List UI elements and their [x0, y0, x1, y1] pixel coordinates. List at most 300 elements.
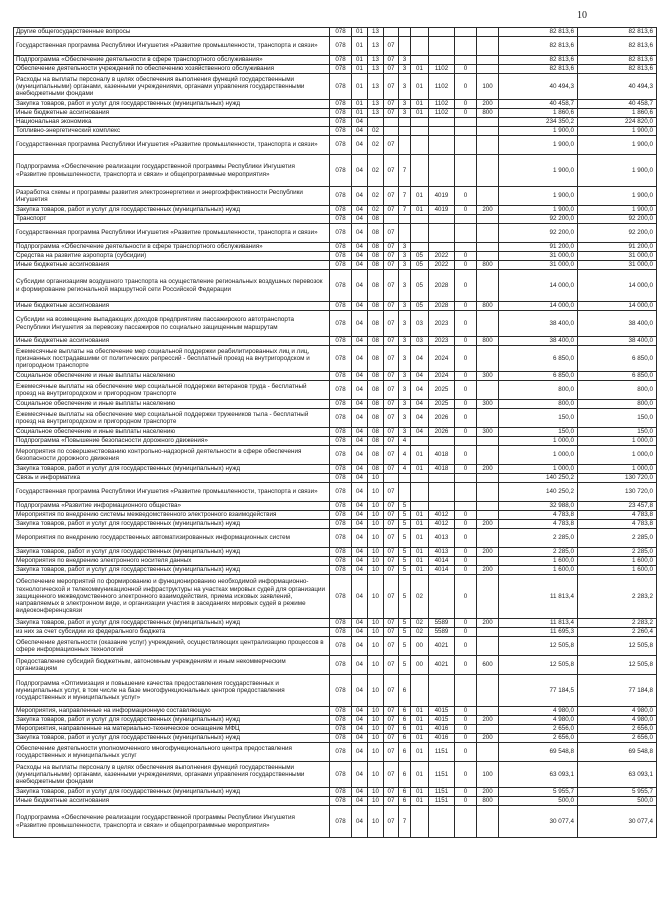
program-code-cell: 07 [384, 743, 399, 762]
program-code-cell: 07 [384, 797, 399, 806]
amount-year-1-cell: 234 350,2 [499, 118, 578, 127]
ministry-code-cell: 078 [330, 428, 352, 437]
zero-code-cell: 0 [455, 100, 477, 109]
section-code-cell: 04 [352, 311, 368, 337]
zero-code-cell [455, 675, 477, 707]
subsection-code-cell: 08 [368, 372, 384, 381]
zero-code-cell: 0 [455, 346, 477, 372]
subsection-code-cell: 02 [368, 155, 384, 187]
program-code-cell: 07 [384, 206, 399, 215]
subsection-code-cell: 10 [368, 725, 384, 734]
measure-code-cell: 01 [411, 734, 429, 743]
subprogram-code-cell: 5 [399, 511, 411, 520]
amount-year-1-cell: 77 184,5 [499, 675, 578, 707]
amount-year-2-cell: 82 813,6 [578, 28, 657, 37]
table-row [14, 520, 657, 529]
table-row [14, 56, 657, 65]
table-row [14, 734, 657, 743]
item-name-cell: Подпрограмма «Обеспечение деятельности в сфере транспортного обслуживания» [14, 243, 330, 252]
ministry-code-cell: 078 [330, 628, 352, 637]
amount-year-2-cell: 1 900,0 [578, 136, 657, 155]
amount-year-1-cell: 31 000,0 [499, 252, 578, 261]
program-code-cell: 07 [384, 224, 399, 243]
expense-type-code-cell: 800 [477, 797, 499, 806]
section-code-cell: 04 [352, 675, 368, 707]
ministry-code-cell: 078 [330, 548, 352, 557]
amount-year-2-cell: 92 200,0 [578, 215, 657, 224]
subprogram-code-cell: 3 [399, 409, 411, 428]
section-code-cell: 01 [352, 56, 368, 65]
measure-code-cell: 04 [411, 381, 429, 400]
table-row [14, 566, 657, 575]
measure-code-cell: 01 [411, 557, 429, 566]
amount-year-2-cell: 6 850,0 [578, 372, 657, 381]
program-code-cell: 07 [384, 557, 399, 566]
subsection-code-cell: 10 [368, 548, 384, 557]
amount-year-1-cell: 6 850,0 [499, 346, 578, 372]
amount-year-2-cell: 800,0 [578, 400, 657, 409]
direction-code-cell [429, 502, 455, 511]
amount-year-2-cell: 4 783,8 [578, 511, 657, 520]
measure-code-cell [411, 243, 429, 252]
amount-year-1-cell: 1 000,0 [499, 437, 578, 446]
subsection-code-cell: 13 [368, 37, 384, 56]
subprogram-code-cell: 3 [399, 252, 411, 261]
program-code-cell: 07 [384, 788, 399, 797]
measure-code-cell: 01 [411, 206, 429, 215]
subsection-code-cell: 08 [368, 381, 384, 400]
zero-code-cell: 0 [455, 575, 477, 619]
subprogram-code-cell: 3 [399, 74, 411, 100]
zero-code-cell [455, 155, 477, 187]
amount-year-1-cell: 38 400,0 [499, 337, 578, 346]
expense-type-code-cell [477, 56, 499, 65]
measure-code-cell [411, 127, 429, 136]
zero-code-cell: 0 [455, 797, 477, 806]
direction-code-cell: 2025 [429, 400, 455, 409]
expense-type-code-cell [477, 136, 499, 155]
zero-code-cell [455, 502, 477, 511]
expense-type-code-cell: 200 [477, 465, 499, 474]
amount-year-2-cell: 224 820,0 [578, 118, 657, 127]
section-code-cell: 04 [352, 806, 368, 838]
table-row [14, 788, 657, 797]
item-name-cell: Закупка товаров, работ и услуг для государственных (муниципальных) нужд [14, 734, 330, 743]
table-row [14, 511, 657, 520]
subprogram-code-cell: 3 [399, 100, 411, 109]
ministry-code-cell: 078 [330, 381, 352, 400]
direction-code-cell [429, 118, 455, 127]
program-code-cell: 07 [384, 437, 399, 446]
section-code-cell: 04 [352, 502, 368, 511]
program-code-cell: 07 [384, 619, 399, 628]
measure-code-cell: 02 [411, 575, 429, 619]
program-code-cell: 07 [384, 65, 399, 74]
zero-code-cell: 0 [455, 725, 477, 734]
zero-code-cell: 0 [455, 707, 477, 716]
subprogram-code-cell: 6 [399, 797, 411, 806]
ministry-code-cell: 078 [330, 575, 352, 619]
table-row [14, 619, 657, 628]
ministry-code-cell: 078 [330, 224, 352, 243]
expense-type-code-cell [477, 37, 499, 56]
table-row [14, 557, 657, 566]
zero-code-cell: 0 [455, 465, 477, 474]
direction-code-cell: 2022 [429, 252, 455, 261]
program-code-cell: 07 [384, 187, 399, 206]
measure-code-cell [411, 806, 429, 838]
item-name-cell: Предоставление субсидий бюджетным, автономным учреждениям и иным некоммерческим организациям [14, 656, 330, 675]
expense-type-code-cell: 200 [477, 100, 499, 109]
subsection-code-cell: 10 [368, 520, 384, 529]
measure-code-cell [411, 118, 429, 127]
item-name-cell: Ежемесячные выплаты на обеспечение мер социальной поддержки ветеранов труда - бесплатный проезд на внутригородском и пригородном транспорте [14, 381, 330, 400]
subsection-code-cell: 02 [368, 187, 384, 206]
subprogram-code-cell: 6 [399, 734, 411, 743]
amount-year-2-cell: 91 200,0 [578, 243, 657, 252]
section-code-cell: 04 [352, 788, 368, 797]
amount-year-1-cell: 1 000,0 [499, 465, 578, 474]
zero-code-cell: 0 [455, 428, 477, 437]
subsection-code-cell [368, 118, 384, 127]
program-code-cell: 07 [384, 136, 399, 155]
zero-code-cell: 0 [455, 788, 477, 797]
amount-year-2-cell: 14 000,0 [578, 302, 657, 311]
zero-code-cell: 0 [455, 270, 477, 302]
subprogram-code-cell: 6 [399, 725, 411, 734]
amount-year-1-cell: 150,0 [499, 409, 578, 428]
section-code-cell: 01 [352, 28, 368, 37]
table-row [14, 100, 657, 109]
program-code-cell: 07 [384, 109, 399, 118]
subsection-code-cell: 08 [368, 437, 384, 446]
table-row [14, 302, 657, 311]
zero-code-cell [455, 37, 477, 56]
zero-code-cell: 0 [455, 400, 477, 409]
subprogram-code-cell: 6 [399, 707, 411, 716]
measure-code-cell [411, 224, 429, 243]
program-code-cell: 07 [384, 566, 399, 575]
table-row [14, 346, 657, 372]
section-code-cell: 04 [352, 446, 368, 465]
program-code-cell: 07 [384, 725, 399, 734]
measure-code-cell: 01 [411, 566, 429, 575]
amount-year-2-cell: 82 813,6 [578, 56, 657, 65]
expense-type-code-cell [477, 529, 499, 548]
table-row [14, 575, 657, 619]
expense-type-code-cell [477, 707, 499, 716]
table-row [14, 206, 657, 215]
expense-type-code-cell: 200 [477, 619, 499, 628]
direction-code-cell: 4016 [429, 725, 455, 734]
section-code-cell: 04 [352, 575, 368, 619]
zero-code-cell: 0 [455, 302, 477, 311]
amount-year-1-cell: 2 285,0 [499, 548, 578, 557]
item-name-cell: Иные бюджетные ассигнования [14, 261, 330, 270]
amount-year-2-cell: 2 285,0 [578, 548, 657, 557]
measure-code-cell [411, 136, 429, 155]
expense-type-code-cell [477, 437, 499, 446]
program-code-cell: 07 [384, 100, 399, 109]
item-name-cell: Транспорт [14, 215, 330, 224]
amount-year-1-cell: 4 783,8 [499, 511, 578, 520]
ministry-code-cell: 078 [330, 566, 352, 575]
table-row [14, 155, 657, 187]
section-code-cell: 04 [352, 337, 368, 346]
amount-year-2-cell: 92 200,0 [578, 224, 657, 243]
measure-code-cell: 01 [411, 716, 429, 725]
subprogram-code-cell: 5 [399, 566, 411, 575]
measure-code-cell: 01 [411, 446, 429, 465]
subprogram-code-cell: 3 [399, 261, 411, 270]
item-name-cell: Подпрограмма «Обеспечение реализации государственной программы Республики Ингушетия «Развитие промышленности, транспорта и связи» и общепрограммные мероприятия» [14, 155, 330, 187]
ministry-code-cell: 078 [330, 302, 352, 311]
expense-type-code-cell [477, 270, 499, 302]
zero-code-cell [455, 127, 477, 136]
table-row [14, 548, 657, 557]
measure-code-cell: 01 [411, 65, 429, 74]
section-code-cell: 04 [352, 206, 368, 215]
amount-year-2-cell: 82 813,6 [578, 37, 657, 56]
subprogram-code-cell: 6 [399, 743, 411, 762]
ministry-code-cell: 078 [330, 270, 352, 302]
amount-year-2-cell: 14 000,0 [578, 270, 657, 302]
table-row [14, 529, 657, 548]
subsection-code-cell: 08 [368, 243, 384, 252]
item-name-cell: Мероприятия по внедрению электронного носителя данных [14, 557, 330, 566]
subsection-code-cell: 08 [368, 346, 384, 372]
measure-code-cell: 01 [411, 707, 429, 716]
program-code-cell: 07 [384, 302, 399, 311]
direction-code-cell: 2026 [429, 428, 455, 437]
expense-type-code-cell: 200 [477, 548, 499, 557]
table-row [14, 261, 657, 270]
subsection-code-cell: 08 [368, 270, 384, 302]
item-name-cell: Разработка схемы и программы развития электроэнергетики и энергоэффективности Республики Ингушетия [14, 187, 330, 206]
subprogram-code-cell: 7 [399, 206, 411, 215]
subsection-code-cell: 10 [368, 529, 384, 548]
zero-code-cell: 0 [455, 206, 477, 215]
section-code-cell: 04 [352, 243, 368, 252]
amount-year-2-cell: 130 720,0 [578, 483, 657, 502]
measure-code-cell: 01 [411, 187, 429, 206]
amount-year-1-cell: 11 695,3 [499, 628, 578, 637]
table-row [14, 65, 657, 74]
measure-code-cell: 01 [411, 725, 429, 734]
subsection-code-cell: 08 [368, 465, 384, 474]
section-code-cell: 04 [352, 465, 368, 474]
measure-code-cell [411, 37, 429, 56]
amount-year-2-cell: 4 783,8 [578, 520, 657, 529]
expense-type-code-cell [477, 118, 499, 127]
amount-year-1-cell: 1 900,0 [499, 187, 578, 206]
ministry-code-cell: 078 [330, 155, 352, 187]
table-row [14, 465, 657, 474]
item-name-cell: Мероприятия, направленные на материально-техническое оснащение МФЦ [14, 725, 330, 734]
program-code-cell: 07 [384, 656, 399, 675]
subprogram-code-cell: 3 [399, 109, 411, 118]
amount-year-2-cell: 2 283,2 [578, 619, 657, 628]
subsection-code-cell: 13 [368, 100, 384, 109]
budget-table-body [14, 28, 657, 838]
item-name-cell: Средства на развитие аэропорта (субсидии) [14, 252, 330, 261]
amount-year-1-cell: 91 200,0 [499, 243, 578, 252]
subprogram-code-cell: 6 [399, 762, 411, 788]
zero-code-cell: 0 [455, 628, 477, 637]
zero-code-cell: 0 [455, 337, 477, 346]
section-code-cell: 04 [352, 400, 368, 409]
subsection-code-cell: 08 [368, 215, 384, 224]
subprogram-code-cell: 4 [399, 465, 411, 474]
zero-code-cell [455, 437, 477, 446]
measure-code-cell [411, 215, 429, 224]
program-code-cell: 07 [384, 806, 399, 838]
direction-code-cell: 2025 [429, 381, 455, 400]
item-name-cell: Ежемесячные выплаты на обеспечение мер социальной поддержки тружеников тыла - бесплатный проезд на внутригородском и пригородном транспорте [14, 409, 330, 428]
amount-year-1-cell: 82 813,6 [499, 28, 578, 37]
subprogram-code-cell: 5 [399, 628, 411, 637]
amount-year-2-cell: 1 000,0 [578, 446, 657, 465]
table-row [14, 483, 657, 502]
zero-code-cell [455, 243, 477, 252]
expense-type-code-cell [477, 224, 499, 243]
direction-code-cell: 1102 [429, 109, 455, 118]
subsection-code-cell: 10 [368, 628, 384, 637]
program-code-cell [384, 118, 399, 127]
table-row [14, 762, 657, 788]
subprogram-code-cell: 3 [399, 243, 411, 252]
amount-year-2-cell: 31 000,0 [578, 261, 657, 270]
ministry-code-cell: 078 [330, 252, 352, 261]
subprogram-code-cell: 7 [399, 806, 411, 838]
expense-type-code-cell [477, 127, 499, 136]
subsection-code-cell: 08 [368, 446, 384, 465]
table-row [14, 243, 657, 252]
amount-year-1-cell: 30 077,4 [499, 806, 578, 838]
subsection-code-cell: 02 [368, 127, 384, 136]
zero-code-cell: 0 [455, 311, 477, 337]
amount-year-1-cell: 4 783,8 [499, 520, 578, 529]
amount-year-1-cell: 14 000,0 [499, 270, 578, 302]
section-code-cell: 04 [352, 346, 368, 372]
direction-code-cell: 4013 [429, 548, 455, 557]
zero-code-cell: 0 [455, 762, 477, 788]
subsection-code-cell: 10 [368, 483, 384, 502]
amount-year-2-cell: 77 184,8 [578, 675, 657, 707]
expense-type-code-cell [477, 187, 499, 206]
zero-code-cell: 0 [455, 65, 477, 74]
expense-type-code-cell: 800 [477, 302, 499, 311]
expense-type-code-cell: 300 [477, 400, 499, 409]
program-code-cell: 07 [384, 409, 399, 428]
ministry-code-cell: 078 [330, 437, 352, 446]
item-name-cell: Топливно-энергетический комплекс [14, 127, 330, 136]
program-code-cell: 07 [384, 56, 399, 65]
amount-year-1-cell: 5 955,7 [499, 788, 578, 797]
direction-code-cell: 4014 [429, 557, 455, 566]
table-row [14, 187, 657, 206]
measure-code-cell: 03 [411, 311, 429, 337]
table-row [14, 37, 657, 56]
expense-type-code-cell [477, 743, 499, 762]
amount-year-1-cell: 11 813,4 [499, 575, 578, 619]
subsection-code-cell: 10 [368, 566, 384, 575]
item-name-cell: Закупка товаров, работ и услуг для государственных (муниципальных) нужд [14, 206, 330, 215]
ministry-code-cell: 078 [330, 400, 352, 409]
section-code-cell: 01 [352, 65, 368, 74]
ministry-code-cell: 078 [330, 65, 352, 74]
ministry-code-cell: 078 [330, 483, 352, 502]
amount-year-1-cell: 4 980,0 [499, 707, 578, 716]
subsection-code-cell: 10 [368, 797, 384, 806]
ministry-code-cell: 078 [330, 743, 352, 762]
amount-year-1-cell: 2 656,0 [499, 725, 578, 734]
subsection-code-cell: 10 [368, 707, 384, 716]
ministry-code-cell: 078 [330, 109, 352, 118]
measure-code-cell: 01 [411, 762, 429, 788]
zero-code-cell: 0 [455, 261, 477, 270]
expense-type-code-cell [477, 806, 499, 838]
program-code-cell: 07 [384, 716, 399, 725]
amount-year-2-cell: 30 077,4 [578, 806, 657, 838]
direction-code-cell: 4015 [429, 716, 455, 725]
section-code-cell: 04 [352, 136, 368, 155]
ministry-code-cell: 078 [330, 136, 352, 155]
direction-code-cell [429, 483, 455, 502]
direction-code-cell [429, 437, 455, 446]
item-name-cell: Обеспечение деятельности учреждений по обеспечению хозяйственного обслуживания [14, 65, 330, 74]
expense-type-code-cell [477, 483, 499, 502]
amount-year-2-cell: 130 720,0 [578, 474, 657, 483]
amount-year-2-cell: 2 283,2 [578, 575, 657, 619]
subsection-code-cell: 13 [368, 74, 384, 100]
expense-type-code-cell [477, 252, 499, 261]
measure-code-cell: 01 [411, 520, 429, 529]
measure-code-cell [411, 155, 429, 187]
ministry-code-cell: 078 [330, 37, 352, 56]
section-code-cell: 04 [352, 409, 368, 428]
measure-code-cell [411, 474, 429, 483]
subprogram-code-cell: 4 [399, 446, 411, 465]
section-code-cell: 04 [352, 270, 368, 302]
zero-code-cell: 0 [455, 529, 477, 548]
section-code-cell: 04 [352, 734, 368, 743]
table-row [14, 400, 657, 409]
direction-code-cell: 2024 [429, 372, 455, 381]
expense-type-code-cell: 800 [477, 337, 499, 346]
direction-code-cell [429, 127, 455, 136]
zero-code-cell: 0 [455, 557, 477, 566]
subsection-code-cell: 08 [368, 409, 384, 428]
subprogram-code-cell [399, 136, 411, 155]
expense-type-code-cell: 200 [477, 788, 499, 797]
item-name-cell: Мероприятия по внедрению системы межведомственного электронного взаимодействия [14, 511, 330, 520]
program-code-cell: 07 [384, 637, 399, 656]
ministry-code-cell: 078 [330, 797, 352, 806]
subprogram-code-cell [399, 224, 411, 243]
section-code-cell: 01 [352, 37, 368, 56]
subprogram-code-cell: 5 [399, 520, 411, 529]
direction-code-cell: 4018 [429, 446, 455, 465]
program-code-cell: 07 [384, 243, 399, 252]
program-code-cell: 07 [384, 270, 399, 302]
measure-code-cell: 04 [411, 346, 429, 372]
ministry-code-cell: 078 [330, 716, 352, 725]
item-name-cell: Мероприятия по внедрению государственных автоматизированных информационных систем [14, 529, 330, 548]
subsection-code-cell: 10 [368, 675, 384, 707]
amount-year-1-cell: 1 600,0 [499, 566, 578, 575]
ministry-code-cell: 078 [330, 28, 352, 37]
